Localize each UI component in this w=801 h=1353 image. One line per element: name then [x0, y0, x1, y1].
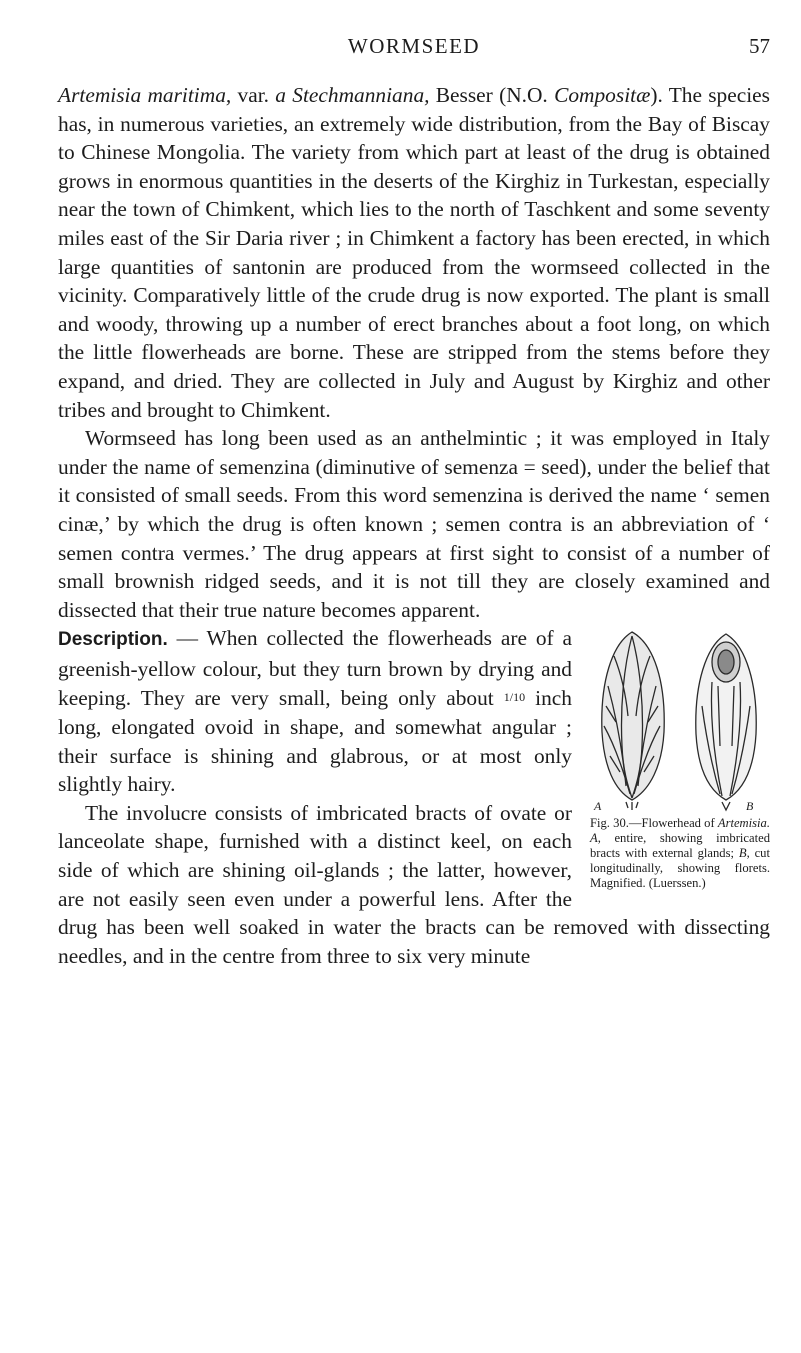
- flowerhead-b-drawing: [696, 634, 756, 813]
- figure-label-b: B: [746, 799, 754, 813]
- natural-order: Compositæ: [554, 83, 651, 107]
- paragraph-1: [58, 81, 770, 424]
- caption-middle: , entire, showing imbricated bracts with external glands;: [590, 831, 770, 861]
- paragraph-1-text: ). The species has, in numerous varieties, an extremely wide distribution, from the Bay of Biscay to Chinese Mongolia. The variety from which part at least of the drug is obtained grows in enormous quantities in the deserts of the Kirghiz in Turkestan, especially near the town of Chimkent, which lies to the north of Taschkent and some seventy miles east of the Sir Daria river ; in Chimkent a factory has been erected, in which large quantities of santonin are produced from the wormseed collected in the vicinity. Comparatively little of the crude drug is now exported. The plant is small and woody, throwing up a number of erect branches about a foot long, on which the little flowerheads are borne. These are stripped from the stems before they expand, and dried. They are collected in July and August by Kirghiz and other tribes and brought to Chimkent.: [58, 83, 770, 422]
- page-number: 57: [749, 34, 770, 58]
- running-title: WORMSEED: [347, 34, 481, 58]
- body-text: [58, 81, 770, 970]
- figure-caption: [586, 816, 770, 891]
- taxon-name: Artemisia maritima,: [58, 83, 232, 107]
- flowerhead-illustration: [586, 626, 770, 812]
- variety-letter: a: [275, 83, 286, 107]
- flowerhead-a-drawing: [602, 632, 664, 810]
- paragraph-3-text-a: — When collected the flowerheads are of a greenish-yellow colour, but they turn brown by drying and keeping. They are very small, being only about: [58, 626, 572, 711]
- section-heading-description: Description.: [58, 629, 168, 651]
- paragraph-2-text: Wormseed has long been used as an anthelmintic ; it was employed in Italy under the name of semenzina (diminutive of semenza = seed), under the belief that it consisted of small seeds. From this word semenzina is derived the name ‘ semen cinæ,’ by which the drug is often known ; semen contra is an abbreviation of ‘ semen contra vermes.’ The drug appears at first sight to consist of a number of small brownish ridged seeds, and it is not till they are closely examined and dissected that their true nature becomes apparent.: [58, 426, 770, 622]
- variety-name: Stechmanniana,: [285, 83, 430, 107]
- running-header: [58, 34, 770, 68]
- figure-label-a: A: [594, 799, 602, 813]
- figure-30: [586, 626, 770, 891]
- caption-end: , cut longitudinally, showing florets. Magnified. (Luerssen.): [590, 846, 770, 891]
- paragraph-4-text: The involucre consists of imbricated bracts of ovate or lanceolate shape, furnished with a distinct keel, on each side of which are shining oil-glands ; the latter, however, are not easily seen even under a powerful lens. After the drug has been well soaked in water the bracts can be removed with dissecting needles, and in the centre from three to six very minute: [58, 800, 770, 968]
- caption-label-a: A: [590, 831, 598, 846]
- authority: Besser (N.O.: [429, 83, 555, 107]
- caption-label-b: B: [738, 846, 747, 861]
- caption-prefix: Fig. 30.—Flowerhead of: [590, 816, 718, 831]
- fraction-one-tenth: 1/10: [503, 690, 526, 705]
- caption-genus: Artemisia.: [717, 816, 770, 831]
- variety-label: var.: [231, 83, 276, 107]
- paragraph-2: [58, 424, 770, 624]
- page: [58, 34, 770, 970]
- paragraph-3-text-b: inch long, elongated ovoid in shape, and somewhat angular ; their surface is shining and glabrous, or at most only slightly hairy.: [58, 686, 572, 797]
